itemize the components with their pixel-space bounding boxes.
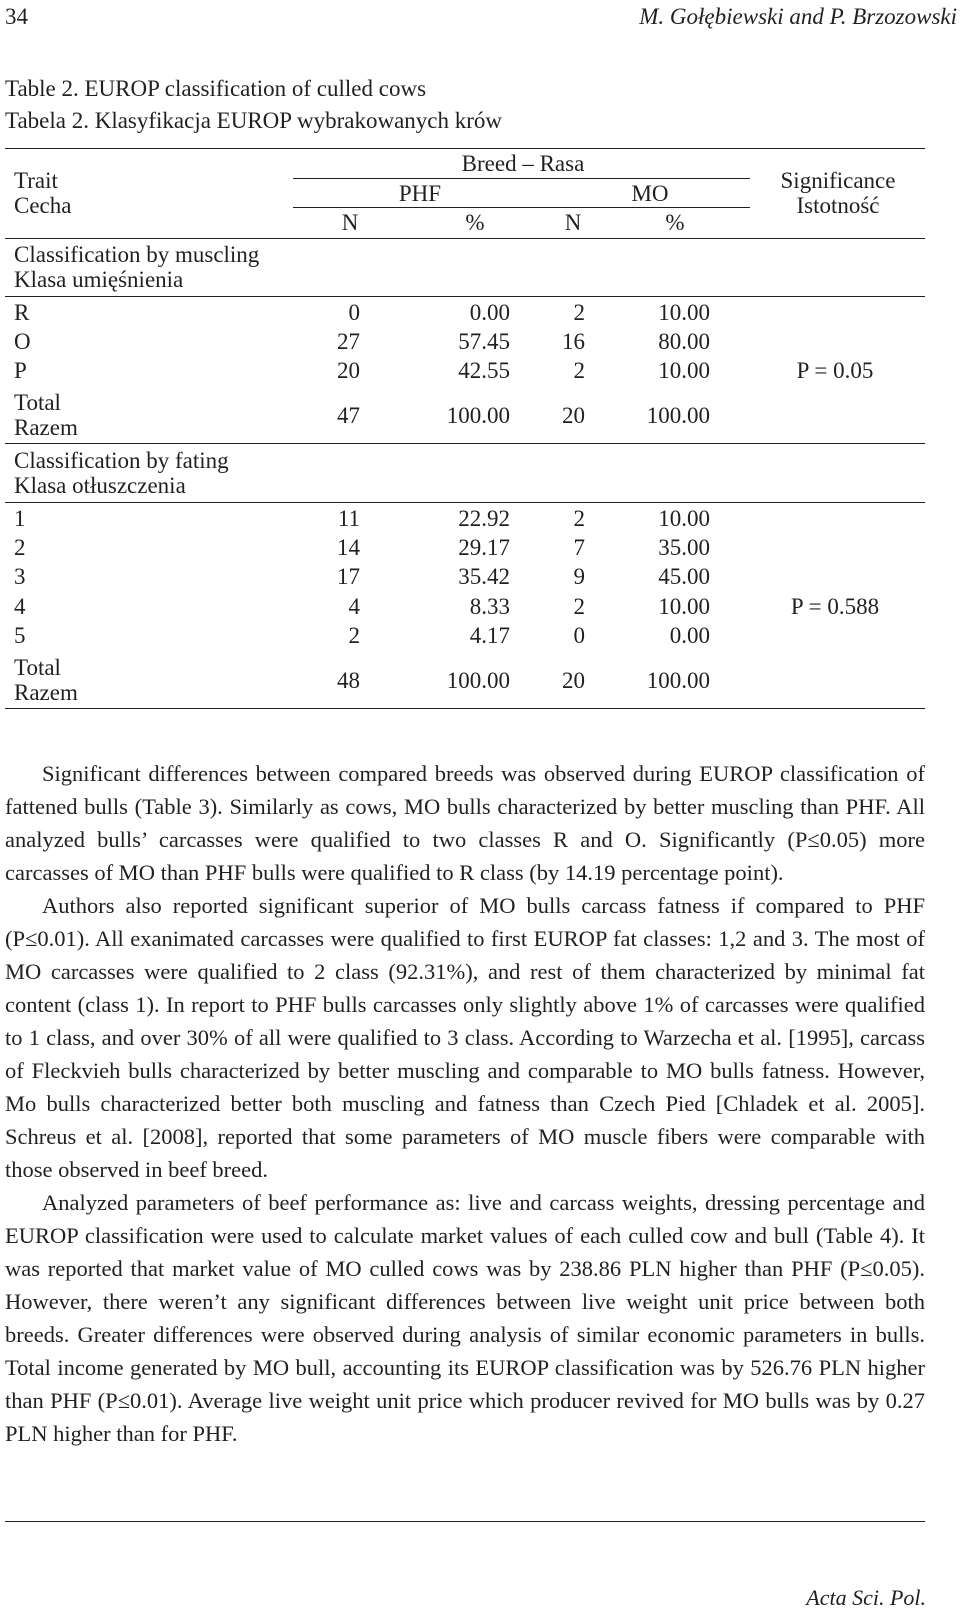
phf-n: 20 — [337, 358, 360, 383]
mo-n: 2 — [573, 506, 585, 531]
phf-n: 2 — [348, 623, 360, 648]
mo-pct: 45.00 — [658, 564, 710, 589]
mo-n: 2 — [573, 300, 585, 325]
table-top-rule — [5, 148, 925, 149]
mo-n: 2 — [573, 358, 585, 383]
mo-pct: 10.00 — [658, 300, 710, 325]
phf-pct: 29.17 — [458, 535, 510, 560]
phf-n: 0 — [348, 300, 360, 325]
header-breed: Breed – Rasa — [461, 151, 585, 176]
muscling-title-pl: Klasa umięśnienia — [14, 267, 184, 292]
header-significance-pl: Istotność — [796, 193, 880, 218]
page-number: 34 — [5, 4, 28, 29]
total-label-en: Total — [14, 655, 61, 680]
total-label-pl: Razem — [14, 415, 78, 440]
row-label: R — [14, 300, 30, 325]
footer-rule — [5, 1521, 925, 1522]
phf-n: 27 — [337, 329, 360, 354]
header-bottom-rule — [5, 238, 925, 239]
row-label: 5 — [14, 623, 26, 648]
total-label-pl: Razem — [14, 680, 78, 705]
row-label: O — [14, 329, 31, 354]
mo-pct: 10.00 — [658, 358, 710, 383]
header-mo: MO — [631, 181, 669, 206]
phf-pct: 57.45 — [458, 329, 510, 354]
header-trait-pl: Cecha — [14, 193, 72, 218]
phf-n: 11 — [337, 506, 360, 531]
mo-pct: 100.00 — [646, 668, 710, 693]
header-phf: PHF — [398, 181, 442, 206]
mo-pct: 100.00 — [646, 403, 710, 428]
body-text — [5, 757, 925, 1450]
breed-subheader-underline — [293, 207, 750, 208]
header-phf-n: N — [341, 210, 359, 235]
mo-n: 0 — [573, 623, 585, 648]
phf-pct: 100.00 — [446, 668, 510, 693]
phf-n: 4 — [348, 594, 360, 619]
mo-n: 20 — [562, 403, 585, 428]
phf-pct: 35.42 — [458, 564, 510, 589]
mo-n: 7 — [573, 535, 585, 560]
phf-pct: 0.00 — [469, 300, 510, 325]
header-phf-pct: % — [465, 210, 485, 235]
paragraph: Analyzed parameters of beef performance as: live and carcass weights, dressing percentage and EUROP classification were used to calculate market values of each culled cow and bull (Table 4). It was reported that market value of MO culled cows was by 238.86 PLN higher than PHF (P≤0.05). However, there weren’t any significant differences between live weight unit price between both breeds. Greater differences were observed during analysis of similar economic parameters in bulls. Total income generated by MO bull, accounting its EUROP classification was by 526.76 PLN higher than PHF (P≤0.01). Average live weight unit price which producer revived for MO bulls was by 0.27 PLN higher than for PHF. — [5, 1190, 925, 1446]
header-significance-en: Significance — [780, 168, 896, 193]
mo-pct: 80.00 — [658, 329, 710, 354]
breed-underline — [293, 178, 750, 179]
mo-pct: 10.00 — [658, 506, 710, 531]
table-caption-pl: Tabela 2. Klasyfikacja EUROP wybrakowanych krów — [5, 108, 503, 133]
paragraph: Significant differences between compared breeds was observed during EUROP classification of fattened bulls (Table 3). Similarly as cows, MO bulls characterized by better muscling than PHF. All analyzed bulls’ carcasses were qualified to two classes R and O. Significantly (P≤0.05) more carcasses of MO than PHF bulls were qualified to R class (by 14.19 percentage point). — [5, 761, 925, 885]
phf-pct: 4.17 — [469, 623, 510, 648]
running-head-authors: M. Gołębiewski and P. Brzozowski — [639, 4, 957, 29]
mo-n: 2 — [573, 594, 585, 619]
phf-n: 48 — [337, 668, 360, 693]
fatness-section-rule — [5, 502, 925, 503]
row-label: P — [14, 358, 27, 383]
fatness-title-en: Classification by fating — [14, 448, 229, 473]
muscling-significance: P = 0.05 — [796, 358, 874, 383]
phf-pct: 22.92 — [458, 506, 510, 531]
row-label: 3 — [14, 564, 26, 589]
mo-n: 16 — [562, 329, 585, 354]
mo-pct: 10.00 — [658, 594, 710, 619]
row-label: 2 — [14, 535, 26, 560]
mo-n: 20 — [562, 668, 585, 693]
header-mo-n: N — [564, 210, 582, 235]
phf-n: 47 — [337, 403, 360, 428]
muscling-section-rule — [5, 296, 925, 297]
phf-pct: 100.00 — [446, 403, 510, 428]
mo-pct: 35.00 — [658, 535, 710, 560]
fatness-title-pl: Klasa otłuszczenia — [14, 473, 186, 498]
mo-pct: 0.00 — [669, 623, 710, 648]
header-trait-en: Trait — [14, 168, 58, 193]
phf-pct: 42.55 — [458, 358, 510, 383]
phf-n: 14 — [337, 535, 360, 560]
mo-n: 9 — [573, 564, 585, 589]
phf-pct: 8.33 — [469, 594, 510, 619]
fatness-significance: P = 0.588 — [790, 594, 880, 619]
table-caption-en: Table 2. EUROP classification of culled cows — [5, 76, 427, 101]
paragraph: Authors also reported significant superior of MO bulls carcass fatness if compared to PHF (P≤0.01). All exanimated carcasses were qualified to first EUROP fat classes: 1,2 and 3. The most of MO carcasses were qualified to 2 class (92.31%), and rest of them characterized by minimal fat content (class 1). In report to PHF bulls carcasses only slightly above 1% of carcasses were qualified to 1 class, and over 30% of all were qualified to 3 class. According to Warzecha et al. [1995], carcass of Fleckvieh bulls characterized by better muscling and comparable to MO bulls fatness. However, Mo bulls characterized better both muscling and fatness than Czech Pied [Chladek et al. 2005]. Schreus et al. [2008], reported that some parameters of MO muscle fibers were comparable with those observed in beef breed. — [5, 893, 925, 1182]
footer-journal: Acta Sci. Pol. — [806, 1585, 926, 1610]
table-bottom-rule — [5, 708, 925, 709]
row-label: 4 — [14, 594, 26, 619]
muscling-title-en: Classification by muscling — [14, 242, 260, 267]
muscling-total-rule — [5, 443, 925, 444]
header-mo-pct: % — [665, 210, 685, 235]
total-label-en: Total — [14, 390, 61, 415]
row-label: 1 — [14, 506, 26, 531]
phf-n: 17 — [337, 564, 360, 589]
